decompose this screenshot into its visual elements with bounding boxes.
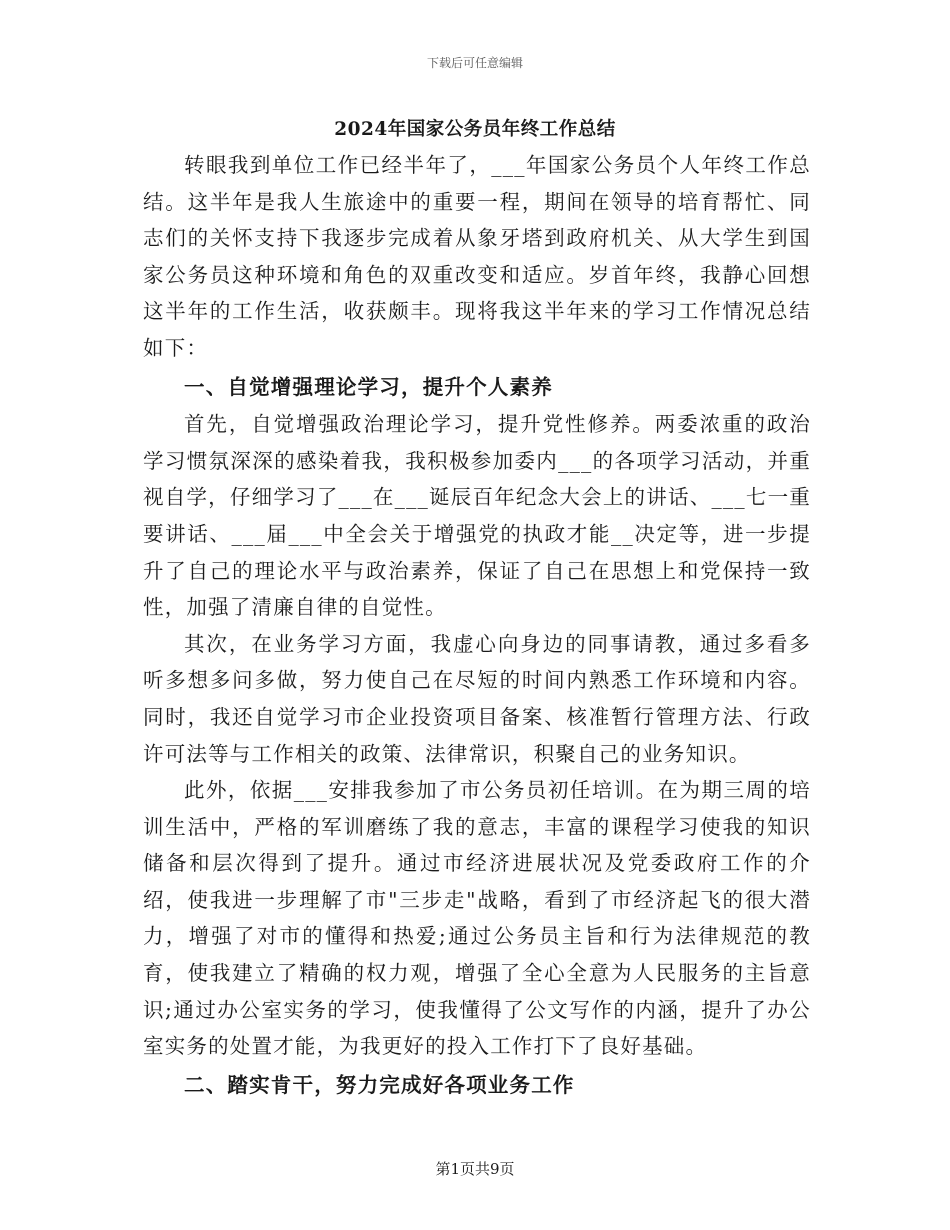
section-2-heading: 二、踏实肯干，努力完成好各项业务工作 xyxy=(184,1072,575,1097)
section-1-paragraph-1: 首先，自觉增强政治理论学习，提升党性修养。两委浓重的政治学习惯氛深深的感染着我，我积极参加委内___的各项学习活动，并重视自学，仔细学习了___在___诞辰百年纪念大会上的讲话、___七一重要讲话、___届___中全会关于增强党的执政才能__决定等，进一步提升了自己的理论水平与政治素养，保证了自己在思想上和党保持一致性，加强了清廉自律的自觉性。 xyxy=(143,412,811,620)
section-1-paragraph-2: 其次，在业务学习方面，我虚心向身边的同事请教，通过多看多听多想多问多做，努力使自己在尽短的时间内熟悉工作环境和内容。同时，我还自觉学习市企业投资项目备案、核准暂行管理方法、行政许可法等与工作相关的政策、法律常识，积聚自己的业务知识。 xyxy=(143,631,811,766)
section-1-heading: 一、自觉增强理论学习，提升个人素养 xyxy=(184,374,553,399)
document-body xyxy=(143,147,811,1104)
section-1-paragraph-3: 此外，依据___安排我参加了市公务员初任培训。在为期三周的培训生活中，严格的军训磨练了我的意志，丰富的课程学习使我的知识储备和层次得到了提升。通过市经济进展状况及党委政府工作的介绍，使我进一步理解了市"三步走"战略，看到了市经济起飞的很大潜力，增强了对市的懂得和热爱;通过公务员主旨和行为法律规范的教育，使我建立了精确的权力观，增强了全心全意为人民服务的主旨意识;通过办公室实务的学习，使我懂得了公文写作的内涵，提升了办公室实务的处置才能，为我更好的投入工作打下了良好基础。 xyxy=(143,778,811,1059)
document-title: 2024年国家公务员年终工作总结 xyxy=(334,119,616,140)
page-number-footer: 第1页共9页 xyxy=(435,1160,515,1178)
intro-paragraph: 转眼我到单位工作已经半年了，___年国家公务员个人年终工作总结。这半年是我人生旅途中的重要一程，期间在领导的培育帮忙、同志们的关怀支持下我逐步完成着从象牙塔到政府机关、从大学生到国家公务员这种环境和角色的双重改变和适应。岁首年终，我静心回想这半年的工作生活，收获颇丰。现将我这半年来的学习工作情况总结如下： xyxy=(143,153,811,360)
page-header-note: 下载后可任意编辑 xyxy=(426,56,523,70)
